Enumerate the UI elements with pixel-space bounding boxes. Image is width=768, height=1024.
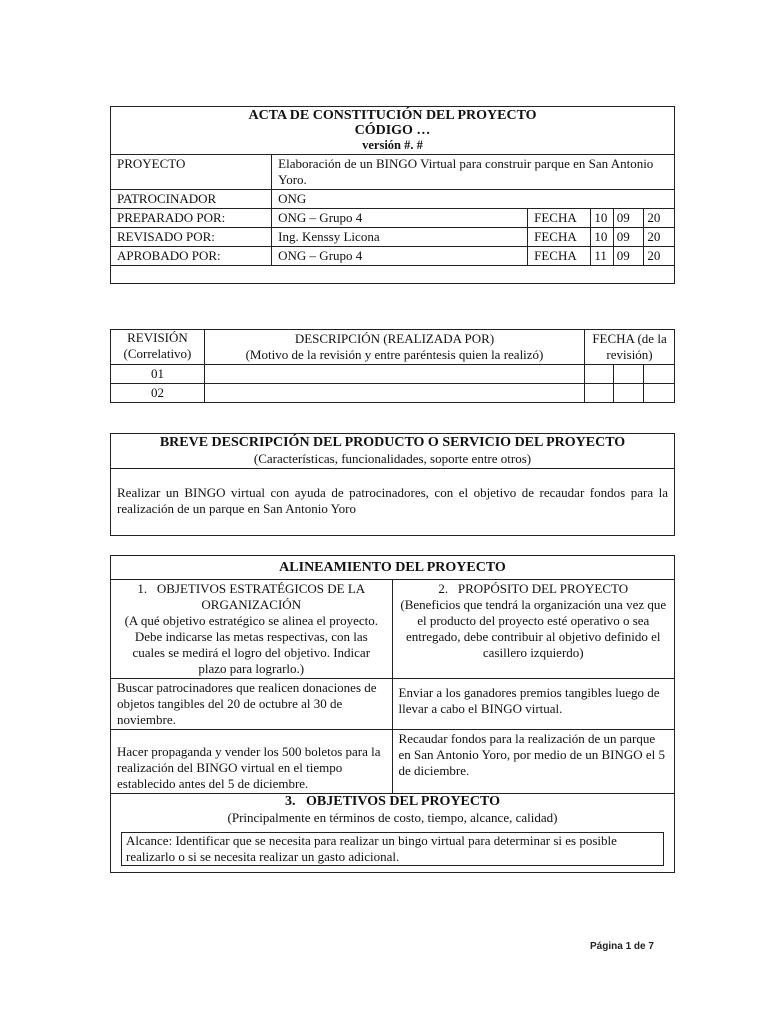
alignment-row — [111, 679, 675, 730]
fecha-day: 11 — [591, 247, 613, 266]
preparado-label: PREPARADO POR: — [111, 209, 272, 228]
description-header — [204, 330, 584, 365]
fecha-label: FECHA — [528, 228, 591, 247]
spacer-row — [111, 266, 675, 284]
proyecto-value: Elaboración de un BINGO Virtual para construir parque en San Antonio Yoro. — [272, 155, 675, 190]
product-header — [111, 434, 675, 469]
revision-month — [614, 365, 644, 384]
revision-day — [585, 384, 614, 403]
revision-number: 01 — [111, 365, 205, 384]
patrocinador-label: PATROCINADOR — [111, 190, 272, 209]
product-title: BREVE DESCRIPCIÓN DEL PRODUCTO O SERVICIO DEL PROYECTO — [159, 435, 626, 450]
revision-day — [585, 365, 614, 384]
document-title: ACTA DE CONSTITUCIÓN DEL PROYECTO — [248, 108, 537, 123]
product-description-table — [110, 433, 675, 536]
proyecto-label: PROYECTO — [111, 155, 272, 190]
project-objectives-section — [111, 794, 675, 873]
fecha-month: 09 — [613, 247, 644, 266]
strategic-objectives-subtitle: (A qué objetivo estratégico se alinea el proyecto. Debe indicarse las metas respectivas, con las cuales se medirá el logro del objetivo. Indicar plazo para lograrlo.) — [124, 613, 378, 676]
product-body: Realizar un BINGO virtual con ayuda de patrocinadores, con el objetivo de recaudar fondos para la realización de un parque en San Antonio Yoro — [111, 469, 675, 536]
document-version: versión #. # — [362, 138, 423, 152]
aprobado-value: ONG – Grupo 4 — [272, 247, 528, 266]
revision-row — [111, 384, 675, 403]
project-charter-table — [110, 106, 675, 284]
revision-row — [111, 365, 675, 384]
revisado-label: REVISADO POR: — [111, 228, 272, 247]
fecha-header: FECHA (de la revisión) — [585, 330, 675, 365]
strategic-objectives-title: 1. OBJETIVOS ESTRATÉGICOS DE LA ORGANIZACIÓN — [137, 581, 369, 612]
document-code: CÓDIGO … — [354, 123, 431, 138]
preparado-value: ONG – Grupo 4 — [272, 209, 528, 228]
project-purpose-subtitle: (Beneficios que tendrá la organización una vez que el producto del proyecto esté operativo o sea entregado, debe contribuir al objetivo definido el casillero izquierdo) — [400, 597, 667, 660]
revision-year — [644, 365, 675, 384]
fecha-year: 20 — [644, 228, 675, 247]
alcance-box: Alcance: Identificar que se necesita para realizar un bingo virtual para determinar si es posible realizarlo o si se necesita realizar un gasto adicional. — [121, 832, 664, 866]
patrocinador-value: ONG — [272, 190, 675, 209]
fecha-month: 09 — [613, 209, 644, 228]
strategic-objective-2: Hacer propaganda y vender los 500 boletos para la realización del BINGO virtual en el tiempo establecido antes del 5 de diciembre. — [111, 730, 393, 794]
revision-year — [644, 384, 675, 403]
alignment-table — [110, 555, 675, 873]
description-subtitle: (Motivo de la revisión y entre paréntesis quien la realizó) — [245, 347, 544, 362]
project-purpose-header — [392, 580, 674, 679]
project-purpose-2: Recaudar fondos para la realización de un parque en San Antonio Yoro, por medio de un BINGO el 5 de diciembre. — [392, 730, 674, 794]
project-purpose-title: 2. PROPÓSITO DEL PROYECTO — [438, 581, 629, 596]
strategic-objective-1: Buscar patrocinadores que realicen donaciones de objetos tangibles del 20 de octubre al 30 de noviembre. — [111, 679, 393, 730]
alignment-title: ALINEAMIENTO DEL PROYECTO — [111, 556, 675, 580]
revisado-row — [111, 228, 675, 247]
description-title: DESCRIPCIÓN (REALIZADA POR) — [294, 331, 495, 346]
revision-description — [204, 384, 584, 403]
project-objectives-title: 3. OBJETIVOS DEL PROYECTO — [285, 794, 500, 809]
revision-description — [204, 365, 584, 384]
aprobado-row — [111, 247, 675, 266]
page-number: Página 1 de 7 — [590, 941, 654, 952]
project-objectives-subtitle: (Principalmente en términos de costo, tiempo, alcance, calidad) — [227, 810, 558, 825]
charter-header — [111, 107, 675, 155]
project-purpose-1: Enviar a los ganadores premios tangibles luego de llevar a cabo el BINGO virtual. — [392, 679, 674, 730]
alignment-row — [111, 730, 675, 794]
fecha-month: 09 — [613, 228, 644, 247]
revision-number: 02 — [111, 384, 205, 403]
fecha-year: 20 — [644, 209, 675, 228]
fecha-label: FECHA — [528, 247, 591, 266]
product-subtitle: (Características, funcionalidades, soporte entre otros) — [253, 451, 532, 466]
strategic-objectives-header — [111, 580, 393, 679]
revision-month — [614, 384, 644, 403]
preparado-row — [111, 209, 675, 228]
revision-table — [110, 329, 675, 403]
revisado-value: Ing. Kenssy Licona — [272, 228, 528, 247]
fecha-day: 10 — [591, 209, 613, 228]
revision-header: REVISIÓN (Correlativo) — [111, 330, 205, 365]
fecha-day: 10 — [591, 228, 613, 247]
fecha-year: 20 — [644, 247, 675, 266]
fecha-label: FECHA — [528, 209, 591, 228]
aprobado-label: APROBADO POR: — [111, 247, 272, 266]
